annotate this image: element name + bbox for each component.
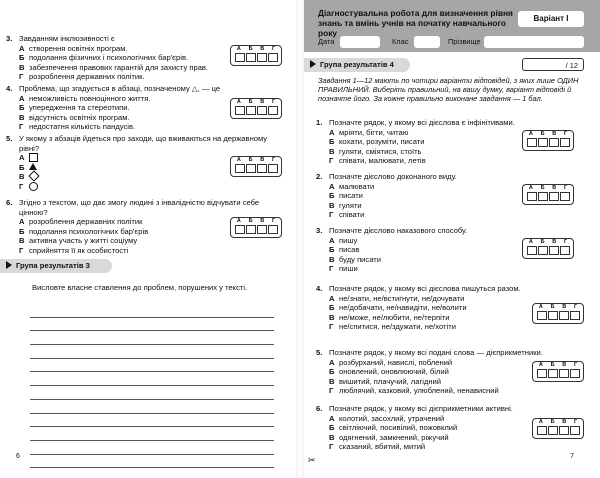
option-letter: А: [329, 293, 335, 303]
group-3-heading: Група результатів 3: [0, 259, 112, 273]
option-letter: В: [19, 62, 25, 72]
answer-cell[interactable]: [548, 426, 558, 435]
answer-cell[interactable]: [538, 246, 548, 255]
answer-cell[interactable]: [257, 164, 267, 173]
option-letter: Б: [329, 367, 335, 377]
answer-cell[interactable]: [235, 106, 245, 115]
answer-cell[interactable]: [560, 246, 570, 255]
right-page: [304, 0, 600, 478]
triangle-icon: [29, 163, 37, 170]
option-letter: Г: [329, 156, 334, 166]
page-number-left: 6: [16, 453, 20, 460]
answer-cell[interactable]: [527, 246, 537, 255]
answer-grid-r2[interactable]: А Б В Г: [522, 184, 574, 205]
gutter: [296, 0, 304, 478]
option-letter: Б: [329, 245, 335, 255]
question-4: 4. Проблема, що згадується в абзаці, позначеному △, — це А неможливість повноцінного життя. Б упередження та стереотипи. В відсутність освітніх програм. Г недостатня кількість пандусів.: [6, 84, 221, 132]
option-letter: Г: [329, 264, 334, 274]
answer-cell[interactable]: [559, 369, 569, 378]
answer-grid-r4[interactable]: А Б В Г: [532, 303, 584, 324]
option-letter: А: [19, 217, 25, 227]
option-letter: Г: [329, 322, 334, 332]
option-letter: Б: [19, 226, 25, 236]
answer-cell[interactable]: [537, 426, 547, 435]
answer-grid-r5[interactable]: А Б В Г: [532, 361, 584, 382]
answer-cell[interactable]: [548, 311, 558, 320]
answer-cell[interactable]: [257, 225, 267, 234]
answer-cell[interactable]: [235, 164, 245, 173]
arrow-right-icon: [310, 60, 316, 68]
option-letter: Г: [329, 386, 334, 396]
option-letter: Б: [329, 137, 335, 147]
option-letter: В: [329, 200, 335, 210]
answer-cell[interactable]: [559, 426, 569, 435]
option-letter: Г: [19, 72, 24, 82]
answer-cell[interactable]: [549, 138, 559, 147]
answer-cell[interactable]: [549, 246, 559, 255]
date-label: Дата: [318, 37, 335, 46]
date-field[interactable]: [340, 36, 380, 48]
circle-icon: [29, 182, 38, 191]
answer-grid-r3[interactable]: А Б В Г: [522, 238, 574, 259]
answer-grid-q5[interactable]: А Б В Г: [230, 156, 282, 177]
option-letter: В: [19, 236, 25, 246]
question-1: 1. Позначте рядок, у якому всі дієслова є інфінітивами. А мріяти, бігти, читаю Б кохати, розуміти, писати В гуляти, сміятися, стоїть Г співати, малювати, летів: [316, 118, 515, 166]
surname-field[interactable]: [484, 36, 584, 48]
option-letter: Г: [329, 210, 334, 220]
option-letter: А: [329, 127, 335, 137]
answer-cell[interactable]: [257, 106, 267, 115]
option-letter: Б: [19, 103, 25, 113]
answer-cell[interactable]: [570, 426, 580, 435]
answer-cell[interactable]: [570, 369, 580, 378]
option-letter: А: [19, 43, 25, 53]
answer-grid-r1[interactable]: А Б В Г: [522, 130, 574, 151]
answer-cell[interactable]: [527, 192, 537, 201]
group-4-heading: Група результатів 4: [304, 58, 410, 72]
answer-cell[interactable]: [560, 138, 570, 147]
question-6-right: 6. Позначте рядок, у якому всі дієприкметники активні. А колотий, засохлий, утрачений Б світліючий, посивілий, пожовклий В одягнений, замкнений, ріжучий Г сказаний, вбитий, митий: [316, 404, 513, 452]
answer-cell[interactable]: [548, 369, 558, 378]
option-letter: В: [329, 432, 335, 442]
option-letter: В: [329, 312, 335, 322]
option-letter: А: [329, 413, 335, 423]
option-letter: В: [19, 172, 25, 182]
arrow-right-icon: [6, 261, 12, 269]
option-letter: Б: [329, 191, 335, 201]
answer-cell[interactable]: [257, 53, 267, 62]
answer-cell[interactable]: [235, 225, 245, 234]
option-letter: В: [19, 112, 25, 122]
answer-grid-q4[interactable]: А Б В Г: [230, 98, 282, 119]
option-letter: Г: [19, 245, 24, 255]
diamond-icon: [28, 171, 39, 182]
class-label: Клас: [392, 37, 409, 46]
answer-cell[interactable]: [268, 164, 278, 173]
answer-cell[interactable]: [268, 53, 278, 62]
question-3-right: 3. Позначте дієслово наказового способу. А пишу Б писав В буду писати Г пиши: [316, 226, 468, 274]
option-letter: А: [329, 181, 335, 191]
worksheet-header: [304, 0, 600, 52]
option-letter: А: [329, 235, 335, 245]
answer-grid-q3[interactable]: А Б В Г: [230, 45, 282, 66]
surname-label: Прізвище: [448, 37, 481, 46]
answer-cell[interactable]: [527, 138, 537, 147]
variant-label: Варіант І: [518, 11, 584, 27]
answer-cell[interactable]: [537, 311, 547, 320]
answer-cell[interactable]: [559, 311, 569, 320]
question-2: 2. Позначте дієслово доконаного виду. А малювати Б писати В гуляти Г співати: [316, 172, 457, 220]
left-page: [0, 0, 296, 478]
option-letter: Г: [329, 442, 334, 452]
answer-cell[interactable]: [549, 192, 559, 201]
score-box[interactable]: / 12: [522, 58, 584, 71]
page-number-right: 7: [570, 453, 574, 460]
answer-cell[interactable]: [235, 53, 245, 62]
scissors-icon: ✂: [308, 455, 316, 465]
answer-cell[interactable]: [560, 192, 570, 201]
option-letter: Г: [19, 122, 24, 132]
class-field[interactable]: [414, 36, 440, 48]
answer-cell[interactable]: [246, 53, 256, 62]
option-letter: В: [329, 146, 335, 156]
question-6: 6. Згідно з текстом, що дає змогу людині з інвалідністю відчувати себе цінною? А розроблення державних політик Б подолання психологічних бар'єрів В активна участь у житті соціуму Г сприйняття її як особистості: [6, 198, 260, 255]
answer-grid-r6[interactable]: А Б В Г: [532, 418, 584, 439]
answer-cell[interactable]: [268, 106, 278, 115]
option-letter: Б: [19, 162, 25, 172]
option-letter: А: [19, 153, 25, 163]
answer-cell[interactable]: [246, 106, 256, 115]
worksheet-title: Діагностувальна робота для визначення рівня знань та вмінь учнів на початку навчального року: [318, 8, 513, 38]
answer-cell[interactable]: [268, 225, 278, 234]
option-letter: А: [329, 357, 335, 367]
answer-cell[interactable]: [246, 225, 256, 234]
answer-cell[interactable]: [537, 369, 547, 378]
option-letter: А: [19, 93, 25, 103]
answer-lines[interactable]: [30, 304, 274, 468]
question-4-right: 4. Позначте рядок, у якому всі дієслова пишуться разом. А не/знати, не/встигнути, не/дочувати Б не/добачати, не/навидіти, не/волити В не/може, не/любити, не/терпіти Г не/спитися, не/здужати, не/хотіти: [316, 284, 521, 332]
question-5-right: 5. Позначте рядок, у якому всі подані слова — дієприкметники. А розбурханий, навислі, поблений Б оновлений, оновлюючий, білий В вишитий, плачучий, лагідний Г люблячий, казковий, улюблений, ненависний: [316, 348, 543, 396]
option-letter: Б: [19, 53, 25, 63]
answer-cell[interactable]: [538, 138, 548, 147]
option-letter: Б: [329, 303, 335, 313]
essay-prompt: Висловте власне ставлення до проблем, порушених у тексті.: [32, 283, 248, 292]
option-letter: Г: [19, 181, 24, 191]
instructions: Завдання 1—12 мають по чотири варіанти відповідей, з яких лише ОДИН ПРАВИЛЬНИЙ. Виберіть правильний, на вашу думку, варіант відповіді й позначте його. За кожне правильно виконане завдання — 1 бал.: [318, 76, 579, 104]
question-5: 5. У якому з абзаців йдеться про заходи, що вживаються на державному рівні? А Б В Г: [6, 134, 268, 191]
question-3: 3. Завданням інклюзивності є А створення освітніх програм. Б подолання фізичних і психологічних бар'єрів. В забезпечення правових гарантій для захисту прав. Г розроблення державних політик.: [6, 34, 209, 82]
answer-cell[interactable]: [538, 192, 548, 201]
option-letter: В: [329, 254, 335, 264]
answer-cell[interactable]: [570, 311, 580, 320]
answer-cell[interactable]: [246, 164, 256, 173]
option-letter: В: [329, 376, 335, 386]
option-letter: Б: [329, 423, 335, 433]
answer-grid-q6[interactable]: А Б В Г: [230, 217, 282, 238]
square-icon: [29, 153, 38, 162]
